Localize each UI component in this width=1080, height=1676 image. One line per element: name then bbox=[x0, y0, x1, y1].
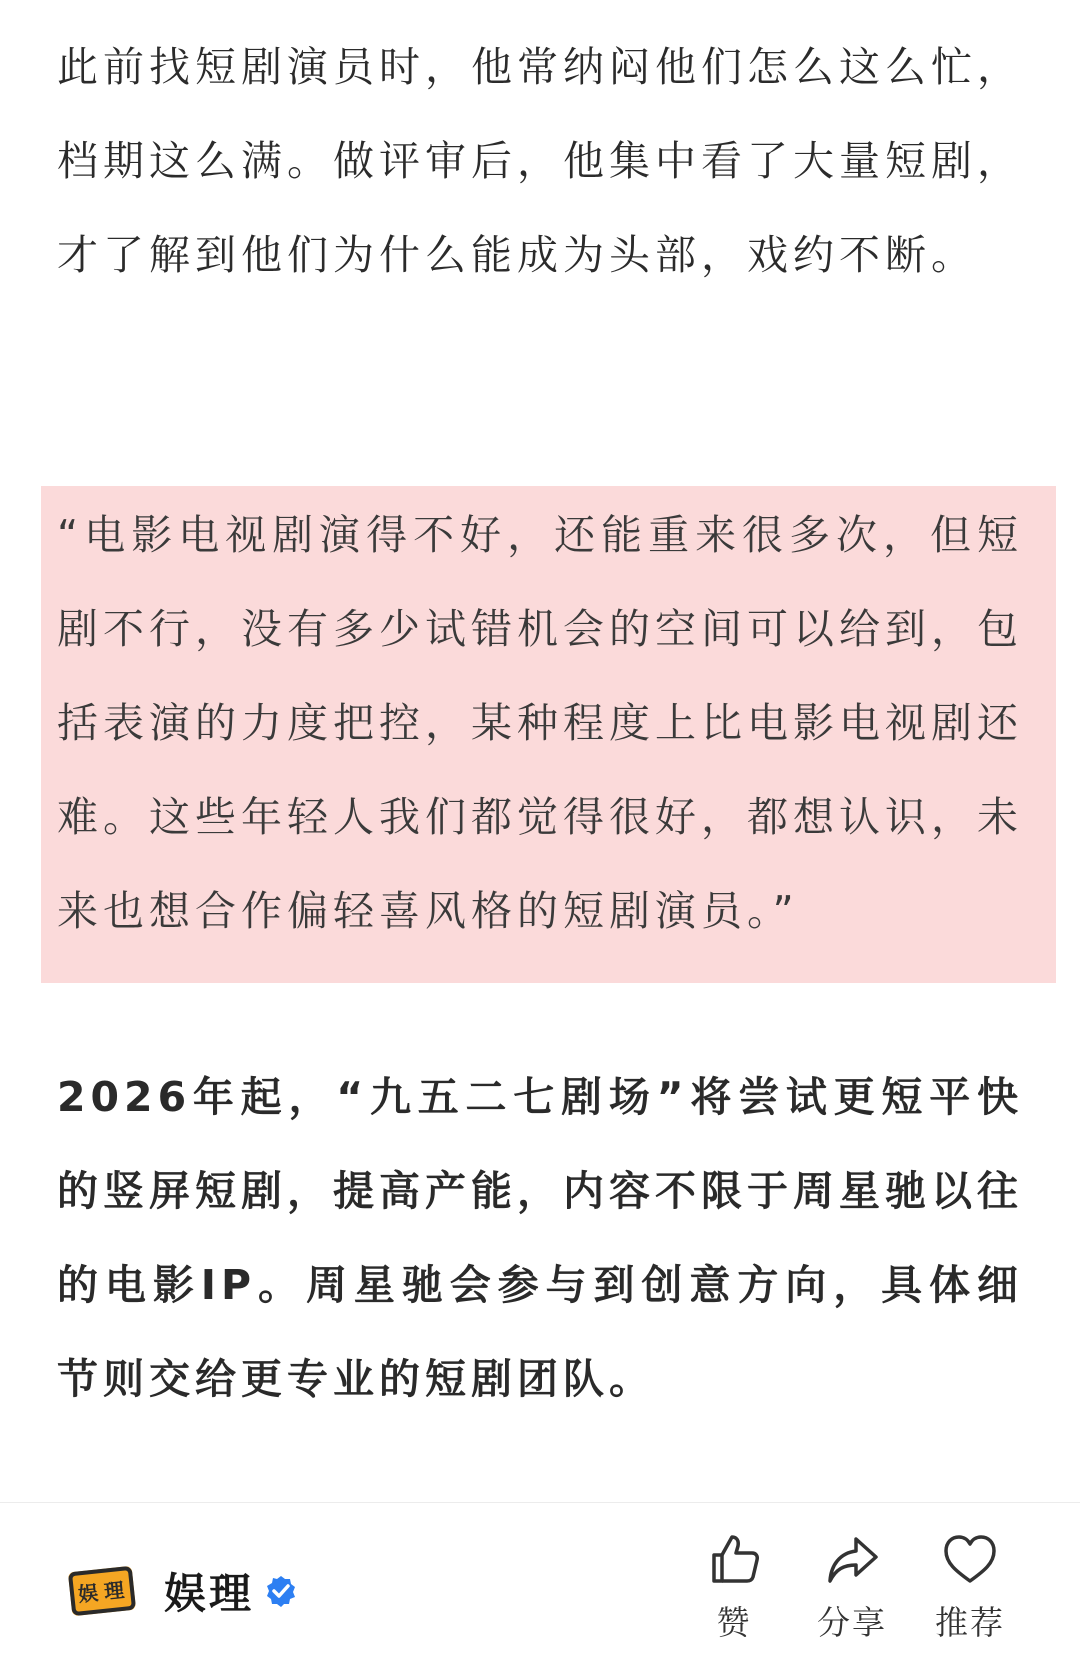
yuli-logo-icon[interactable] bbox=[66, 1555, 138, 1627]
bottom-action-bar bbox=[0, 1502, 1080, 1676]
article-paragraph-bold: 2026年起，“九五二七剧场”将尝试更短平快的竖屏短剧，提高产能，内容不限于周星驰以往的电影IP。周星驰会参与到创意方向，具体细节则交给更专业的短剧团队。 bbox=[57, 1073, 1023, 1403]
svg-text:娱: 娱 bbox=[76, 1580, 100, 1607]
svg-text:理: 理 bbox=[102, 1577, 126, 1604]
recommend-label: 推荐 bbox=[935, 1603, 1005, 1642]
share-label: 分享 bbox=[817, 1603, 887, 1642]
like-label: 赞 bbox=[716, 1603, 752, 1642]
recommend-button[interactable] bbox=[910, 1531, 1030, 1644]
like-button[interactable] bbox=[674, 1531, 794, 1644]
account-name[interactable]: 娱理 bbox=[164, 1569, 255, 1618]
article-paragraph: 此前找短剧演员时，他常纳闷他们怎么这么忙，档期这么满。做评审后，他集中看了大量短剧，才了解到他们为什么能成为头部，戏约不断。 bbox=[57, 43, 1023, 279]
share-button[interactable] bbox=[792, 1531, 912, 1644]
quote-paragraph: “电影电视剧演得不好，还能重来很多次，但短剧不行，没有多少试错机会的空间可以给到，包括表演的力度把控，某种程度上比电影电视剧还难。这些年轻人我们都觉得很好，都想认识，未来也想合作偏轻喜风格的短剧演员。” bbox=[57, 511, 1023, 935]
thumbs-up-icon bbox=[706, 1531, 762, 1587]
share-arrow-icon bbox=[824, 1531, 880, 1587]
verified-badge-icon bbox=[264, 1574, 298, 1608]
account-info[interactable] bbox=[66, 1555, 298, 1627]
heart-icon bbox=[942, 1531, 998, 1587]
